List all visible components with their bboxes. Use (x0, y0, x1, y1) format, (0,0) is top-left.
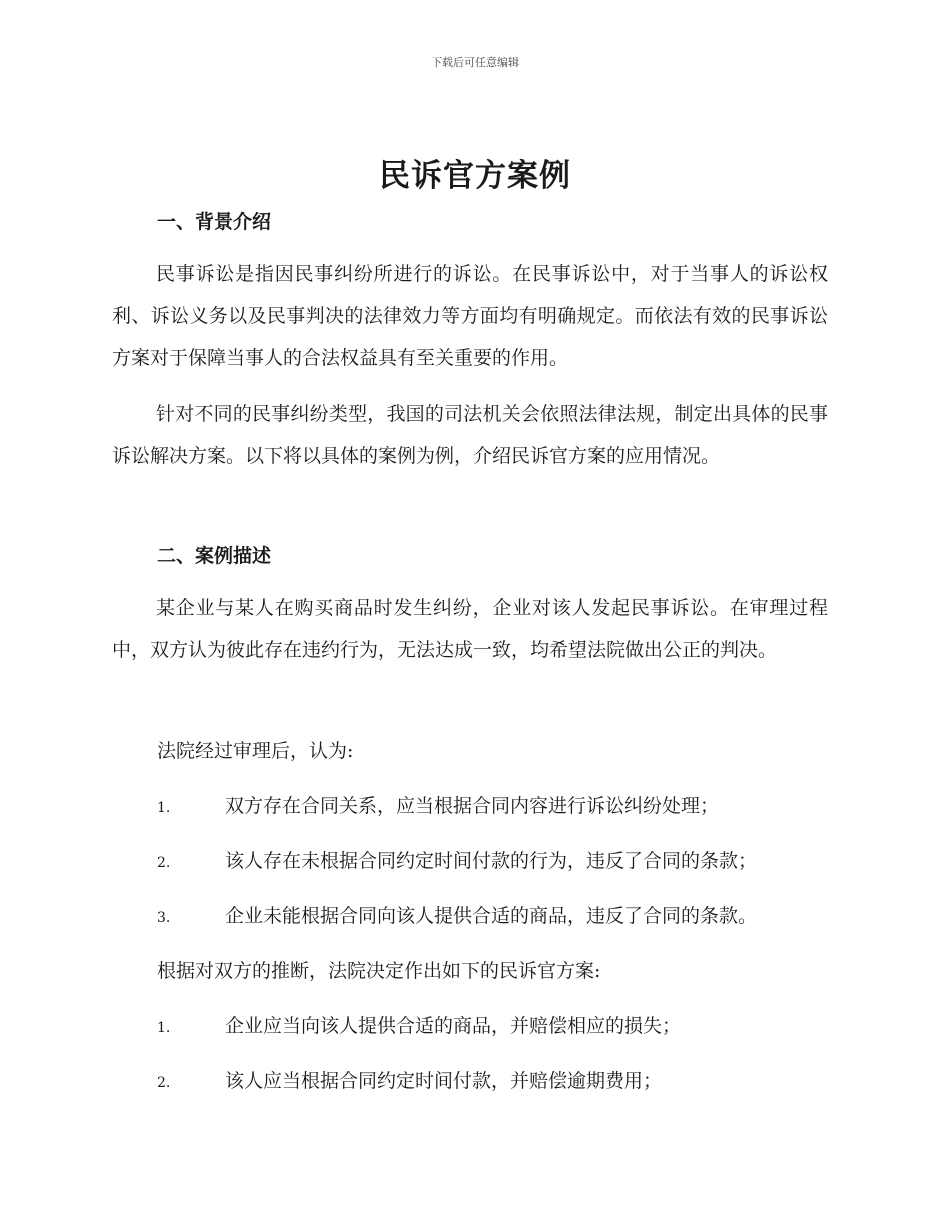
list-number: 2. (157, 855, 171, 871)
list-item-text: 该人存在未根据合同约定时间付款的行为，违反了合同的条款； (225, 850, 758, 872)
court-intro-text: 法院经过审理后，认为: (157, 740, 354, 762)
list-item-text: 双方存在合同关系，应当根据合同内容进行诉讼纠纷处理； (225, 795, 720, 817)
page-header: 下载后可任意编辑 (431, 56, 519, 69)
list-number: 1. (157, 1020, 171, 1036)
list-number: 1. (157, 800, 171, 816)
finding-item-2 (157, 846, 757, 873)
list-number: 3. (157, 910, 171, 926)
decision-item-2 (157, 1066, 662, 1093)
list-item-text: 该人应当根据合同约定时间付款，并赔偿逾期费用； (225, 1070, 663, 1092)
section-heading-case: 二、案例描述 (157, 545, 272, 567)
list-item-text: 企业应当向该人提供合适的商品，并赔偿相应的损失； (225, 1015, 682, 1037)
decision-intro-text: 根据对双方的推断，法院决定作出如下的民诉官方案: (157, 960, 601, 982)
decision-item-1 (157, 1011, 681, 1038)
list-number: 2. (157, 1075, 171, 1091)
section-heading-background: 一、背景介绍 (157, 211, 272, 233)
paragraph-case-description: 某企业与某人在购买商品时发生纠纷，企业对该人发起民事诉讼。在审理过程中，双方认为彼此存在违约行为，无法达成一致，均希望法院做出公正的判决。 (112, 597, 828, 661)
finding-item-1 (157, 791, 719, 818)
list-item-text: 企业未能根据合同向该人提供合适的商品，违反了合同的条款。 (225, 905, 758, 927)
paragraph-background-1: 民事诉讼是指因民事纠纷所进行的诉讼。在民事诉讼中，对于当事人的诉讼权利、诉讼义务以及民事判决的法律效力等方面均有明确规定。而依法有效的民事诉讼方案对于保障当事人的合法权益具有至关重要的作用。 (112, 263, 828, 369)
paragraph-background-2: 针对不同的民事纠纷类型，我国的司法机关会依照法律法规，制定出具体的民事诉讼解决方案。以下将以具体的案例为例，介绍民诉官方案的应用情况。 (112, 403, 828, 467)
finding-item-3 (157, 901, 757, 928)
document-title: 民诉官方案例 (379, 158, 571, 194)
